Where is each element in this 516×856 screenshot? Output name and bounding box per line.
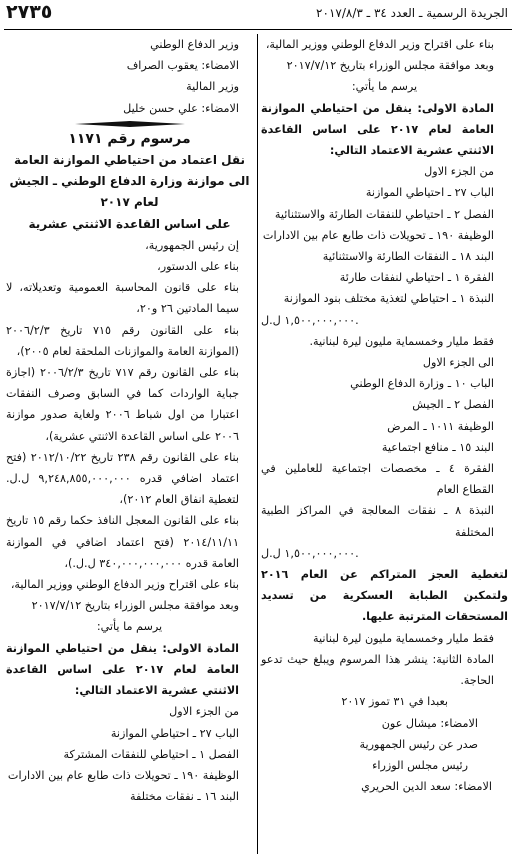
minister-title: وزير الدفاع الوطني <box>150 38 239 51</box>
item-line: الوظيفة ١٩٠ ـ تحويلات ذات طابع عام بين الادارات <box>262 228 494 242</box>
gazette-title: الجريدة الرسمية ـ العدد ٣٤ ـ ٢٠١٧/٨/٣ <box>316 6 508 20</box>
item-line: النبذة ٨ ـ نفقات المعالجة في المراكز الطبية المختلفة <box>261 504 494 539</box>
item-line: البند ١٥ ـ منافع اجتماعية <box>381 440 494 454</box>
preamble: بناء على الدستور، <box>157 260 239 274</box>
item-line: البند ١٦ ـ نفقات مختلفة <box>129 790 239 804</box>
article-one: المادة الاولى: ينقل من احتياطي الموازنة العامة لعام ٢٠١٧ على اساس القاعدة الاثنتي عشرية الاعتماد التالي: <box>6 641 240 698</box>
item-line: الفصل ٢ ـ احتياطي للنفقات الطارئة والاستثنائية <box>274 207 494 221</box>
signature-finance: الامضاء: علي حسن خليل <box>123 101 239 115</box>
pm-title: رئيس مجلس الوزراء <box>372 758 468 772</box>
page-number: ٢٧٣٥ <box>6 1 53 23</box>
right-column <box>261 34 508 854</box>
item-line: البند ١٨ ـ النفقات الطارئة والاستثنائية <box>322 250 494 264</box>
item-line: النبذة ١ ـ احتياطي لتغذية مختلف بنود الموازنة <box>283 292 494 306</box>
amount: ١,٥٠٠,٠٠٠,٠٠٠ ل.ل. <box>261 546 359 560</box>
header-rule <box>4 29 512 30</box>
separator-ornament <box>6 119 253 129</box>
minister-title: وزير المالية <box>186 80 239 94</box>
item-line: الفقرة ١ ـ احتياطي لنفقات طارئة <box>339 271 494 285</box>
decree-number: مرسوم رقم ١١٧١ <box>68 130 191 147</box>
item-line: الوظيفة ١٠١١ ـ المرض <box>387 419 494 433</box>
item-line: الفصل ١ ـ احتياطي للنفقات المشتركة <box>63 747 239 761</box>
item-line: الباب ٢٧ ـ احتياطي الموازنة <box>365 186 494 200</box>
paragraph: وبعد موافقة مجلس الوزراء بتاريخ ٢٠١٧/٧/١٢ <box>31 599 239 613</box>
article-two: المادة الثانية: ينشر هذا المرسوم ويبلغ حيث تدعو الحاجة. <box>261 652 494 688</box>
column-divider <box>257 34 258 854</box>
left-column <box>6 34 253 854</box>
purpose-note: لتغطية العجز المتراكم عن العام ٢٠١٦ ولتمكين الطبابة العسكرية من تسديد المستحقات المترتبة عليها. <box>261 568 508 624</box>
preamble: إن رئيس الجمهورية، <box>145 238 239 252</box>
paragraph: وبعد موافقة مجلس الوزراء بتاريخ ٢٠١٧/٧/١٢ <box>286 59 494 73</box>
decree-subtitle: على اساس القاعدة الاثنتي عشرية <box>28 216 231 231</box>
item-line: الفصل ٢ ـ الجيش <box>412 398 494 412</box>
paragraph: بناء على اقتراح وزير الدفاع الوطني ووزير المالية، <box>265 38 494 51</box>
page-header <box>0 0 516 30</box>
decree-clause: يرسم ما يأتي: <box>96 620 163 634</box>
item-line: من الجزء الاول <box>424 165 494 179</box>
amount: ١,٥٠٠,٠٠٠,٠٠٠ ل.ل. <box>261 313 359 327</box>
article-one: المادة الاولى: ينقل من احتياطي الموازنة العامة لعام ٢٠١٧ على اساس القاعدة الاثنتي عشرية الاعتماد التالي: <box>261 101 495 158</box>
decree-clause: يرسم ما يأتي: <box>351 80 418 94</box>
item-line: الى الجزء الاول <box>422 356 494 370</box>
item-line: الوظيفة ١٩٠ ـ تحويلات ذات طابع عام بين الادارات <box>7 768 239 782</box>
item-line: الفقرة ٤ ـ مخصصات اجتماعية للعاملين في القطاع العام <box>261 462 494 497</box>
amount-words: فقط مليار وخمسماية مليون ليرة لبنانية. <box>309 334 494 348</box>
preamble: بناء على القانون رقم ٢٣٨ تاريخ ٢٠١٢/١٠/٢٢ (فتح اعتماد اضافي قدره ٩,٢٤٨,٨٥٥,٠٠٠,٠٠٠ ل.ل. لتغطية انفاق العام ٢٠١٢)، <box>6 450 239 507</box>
paragraph: بناء على اقتراح وزير الدفاع الوطني ووزير المالية، <box>10 578 239 592</box>
item-line: الباب ١٠ ـ وزارة الدفاع الوطني <box>350 377 494 391</box>
amount-words: فقط مليار وخمسماية مليون ليرة لبنانية <box>313 631 494 645</box>
place-date: بعبدا في ٣١ تموز ٢٠١٧ <box>341 695 448 709</box>
signature-defense: الامضاء: يعقوب الصراف <box>126 59 239 73</box>
preamble: بناء على القانون المعجل النافذ حكما رقم ١٥ تاريخ ٢٠١٤/١١/١١ (فتح اعتماد اضافي في الموازنة العامة قدره ٣٤٠,٠٠٠,٠٠٠,٠٠٠ ل.ل.)، <box>6 514 239 570</box>
decree-title: نقل اعتماد من احتياطي الموازنة العامة الى موازنة وزارة الدفاع الوطني ـ الجيش لعام ٢٠١٧ <box>9 153 250 210</box>
item-line: الباب ٢٧ ـ احتياطي الموازنة <box>110 726 239 740</box>
issued-by: صدر عن رئيس الجمهورية <box>359 737 478 751</box>
preamble: بناء على القانون رقم ٧١٥ تاريخ ٢٠٠٦/٢/٣ (الموازنة العامة والموازنات الملحقة لعام ٢٠٠٥)، <box>6 323 240 358</box>
preamble: بناء على القانون رقم ٧١٧ تاريخ ٢٠٠٦/٢/٣ (اجازة جباية الواردات كما في السابق وصرف النفقات اعتبارا من اول شباط ٢٠٠٦ ولغاية صدور موازنة ٢٠٠٦ على اساس القاعدة الاثنتي عشرية)، <box>6 366 239 443</box>
signature-president: الامضاء: ميشال عون <box>381 716 478 730</box>
item-line: من الجزء الاول <box>169 705 239 719</box>
signature-pm: الامضاء: سعد الدين الحريري <box>361 780 492 794</box>
preamble: بناء على قانون المحاسبة العمومية وتعديلاته، لا سيما المادتين ٢٦ و٢٠، <box>6 281 239 316</box>
